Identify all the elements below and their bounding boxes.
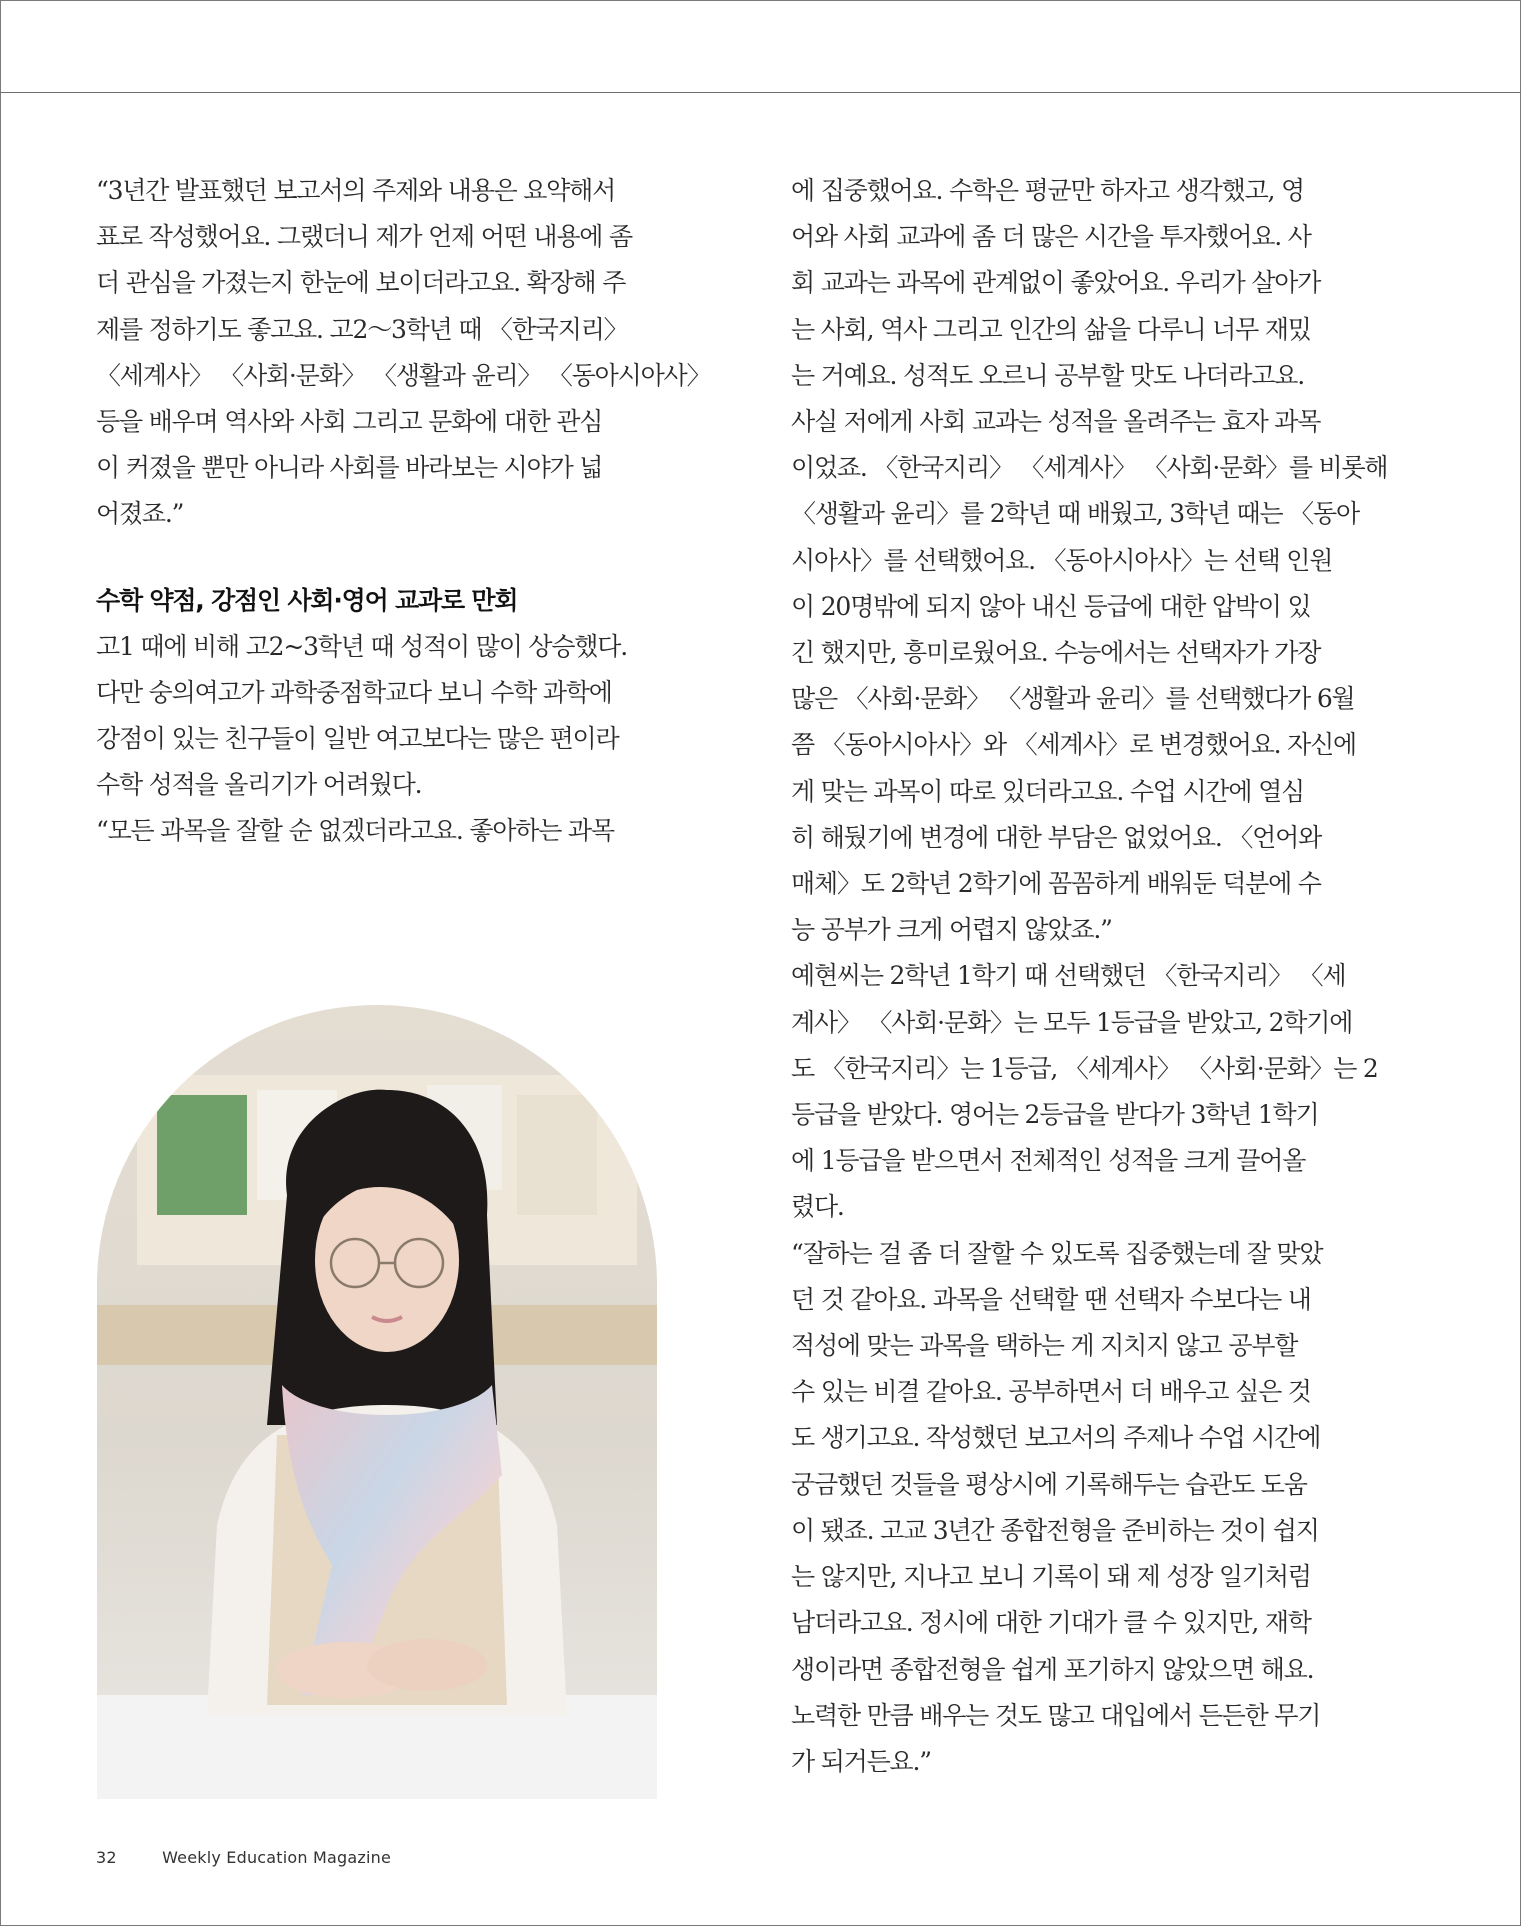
text-line: 더 관심을 가졌는지 한눈에 보이더라고요. 확장해 주 [96,268,626,298]
text-line: 시아사〉를 선택했어요. 〈동아시아사〉는 선택 인원 [791,545,1333,575]
text-line: 적성에 맞는 과목을 택하는 게 지치지 않고 공부할 [791,1331,1298,1361]
text-line: 표로 작성했어요. 그랬더니 제가 언제 어떤 내용에 좀 [96,222,632,252]
text-line: 이 커졌을 뿐만 아니라 사회를 바라보는 시야가 넓 [96,453,603,483]
text-line: 능 공부가 크게 어렵지 않았죠.” [791,915,1112,945]
left-column [96,168,711,855]
text-line: 히 해뒀기에 변경에 대한 부담은 없었어요. 〈언어와 [791,822,1322,852]
text-line: 계사〉 〈사회·문화〉는 모두 1등급을 받았고, 2학기에 [791,1007,1353,1037]
text-line: 〈세계사〉 〈사회·문화〉 〈생활과 윤리〉 〈동아시아사〉 [96,360,711,390]
header-rule [0,92,1521,93]
text-line: 던 것 같아요. 과목을 선택할 땐 선택자 수보다는 내 [791,1284,1311,1314]
text-line: 〈생활과 윤리〉를 2학년 때 배웠고, 3학년 때는 〈동아 [791,499,1359,529]
text-line: 긴 했지만, 흥미로웠어요. 수능에서는 선택자가 가장 [791,638,1321,668]
text-line: 이었죠. 〈한국지리〉 〈세계사〉 〈사회·문화〉를 비롯해 [791,453,1388,483]
text-line: 많은 〈사회·문화〉 〈생활과 윤리〉를 선택했다가 6월 [791,684,1355,714]
text-line: 고1 때에 비해 고2~3학년 때 성적이 많이 상승했다. [96,631,627,661]
text-line: 매체〉도 2학년 2학기에 꼼꼼하게 배워둔 덕분에 수 [791,869,1321,899]
text-line: 생이라면 종합전형을 쉽게 포기하지 않았으면 해요. [791,1654,1314,1684]
text-line: 어졌죠.” [96,499,184,529]
text-line: 등을 배우며 역사와 사회 그리고 문화에 대한 관심 [96,407,603,437]
text-line: 궁금했던 것들을 평상시에 기록해두는 습관도 도움 [791,1469,1307,1499]
text-line: 도 생기고요. 작성했던 보고서의 주제나 수업 시간에 [791,1423,1321,1453]
page-footer [96,1848,391,1867]
text-line: 사실 저에게 사회 교과는 성적을 올려주는 효자 과목 [791,407,1321,437]
text-line: 예현씨는 2학년 1학기 때 선택했던 〈한국지리〉 〈세 [791,961,1346,991]
text-line: 남더라고요. 정시에 대한 기대가 클 수 있지만, 재학 [791,1608,1311,1638]
text-line: 제를 정하기도 좋고요. 고2～3학년 때 〈한국지리〉 [96,314,628,344]
text-line: 이 20명밖에 되지 않아 내신 등급에 대한 압박이 있 [791,591,1311,621]
text-line: 는 거예요. 성적도 오르니 공부할 맛도 나더라고요. [791,360,1304,390]
text-line: “모든 과목을 잘할 순 없겠더라고요. 좋아하는 과목 [96,816,614,846]
text-line: 에 1등급을 받으면서 전체적인 성적을 크게 끌어올 [791,1146,1306,1176]
quote-block [96,168,711,538]
text-line: 다만 숭의여고가 과학중점학교다 보니 수학 과학에 [96,677,612,707]
text-line: 는 사회, 역사 그리고 인간의 삶을 다루니 너무 재밌 [791,314,1311,344]
text-line: 는 않지만, 지나고 보니 기록이 돼 제 성장 일기처럼 [791,1562,1311,1592]
portrait-photo [97,1005,657,1799]
text-line: 등급을 받았다. 영어는 2등급을 받다가 3학년 1학기 [791,1100,1319,1130]
text-line: 게 맞는 과목이 따로 있더라고요. 수업 시간에 열심 [791,776,1304,806]
text-line: “3년간 발표했던 보고서의 주제와 내용은 요약해서 [96,176,616,205]
body-block [96,624,656,855]
text-line: 노력한 만큼 배우는 것도 많고 대입에서 든든한 무기 [791,1700,1321,1730]
text-line: 강점이 있는 친구들이 일반 여고보다는 많은 편이라 [96,724,619,754]
text-line: 쯤 〈동아시아사〉와 〈세계사〉로 변경했어요. 자신에 [791,730,1356,760]
text-line: 렸다. [791,1192,844,1222]
page-number: 32 [96,1848,117,1867]
text-line: 어와 사회 교과에 좀 더 많은 시간을 투자했어요. 사 [791,222,1311,252]
text-line: 에 집중했어요. 수학은 평균만 하자고 생각했고, 영 [791,176,1304,205]
right-column [791,168,1388,1785]
magazine-name: Weekly Education Magazine [162,1848,392,1867]
text-line: 가 되거든요.” [791,1746,931,1776]
text-line: 도 〈한국지리〉는 1등급, 〈세계사〉 〈사회·문화〉는 2 [791,1053,1378,1083]
text-line: 수학 성적을 올리기가 어려웠다. [96,770,422,800]
text-line: 수 있는 비결 같아요. 공부하면서 더 배우고 싶은 것 [791,1377,1311,1407]
section-heading: 수학 약점, 강점인 사회·영어 교과로 만회 [96,585,518,615]
text-line: 회 교과는 과목에 관계없이 좋았어요. 우리가 살아가 [791,268,1321,298]
text-line: 이 됐죠. 고교 3년간 종합전형을 준비하는 것이 쉽지 [791,1515,1319,1545]
text-line: “잘하는 걸 좀 더 잘할 수 있도록 집중했는데 잘 맞았 [791,1238,1323,1268]
